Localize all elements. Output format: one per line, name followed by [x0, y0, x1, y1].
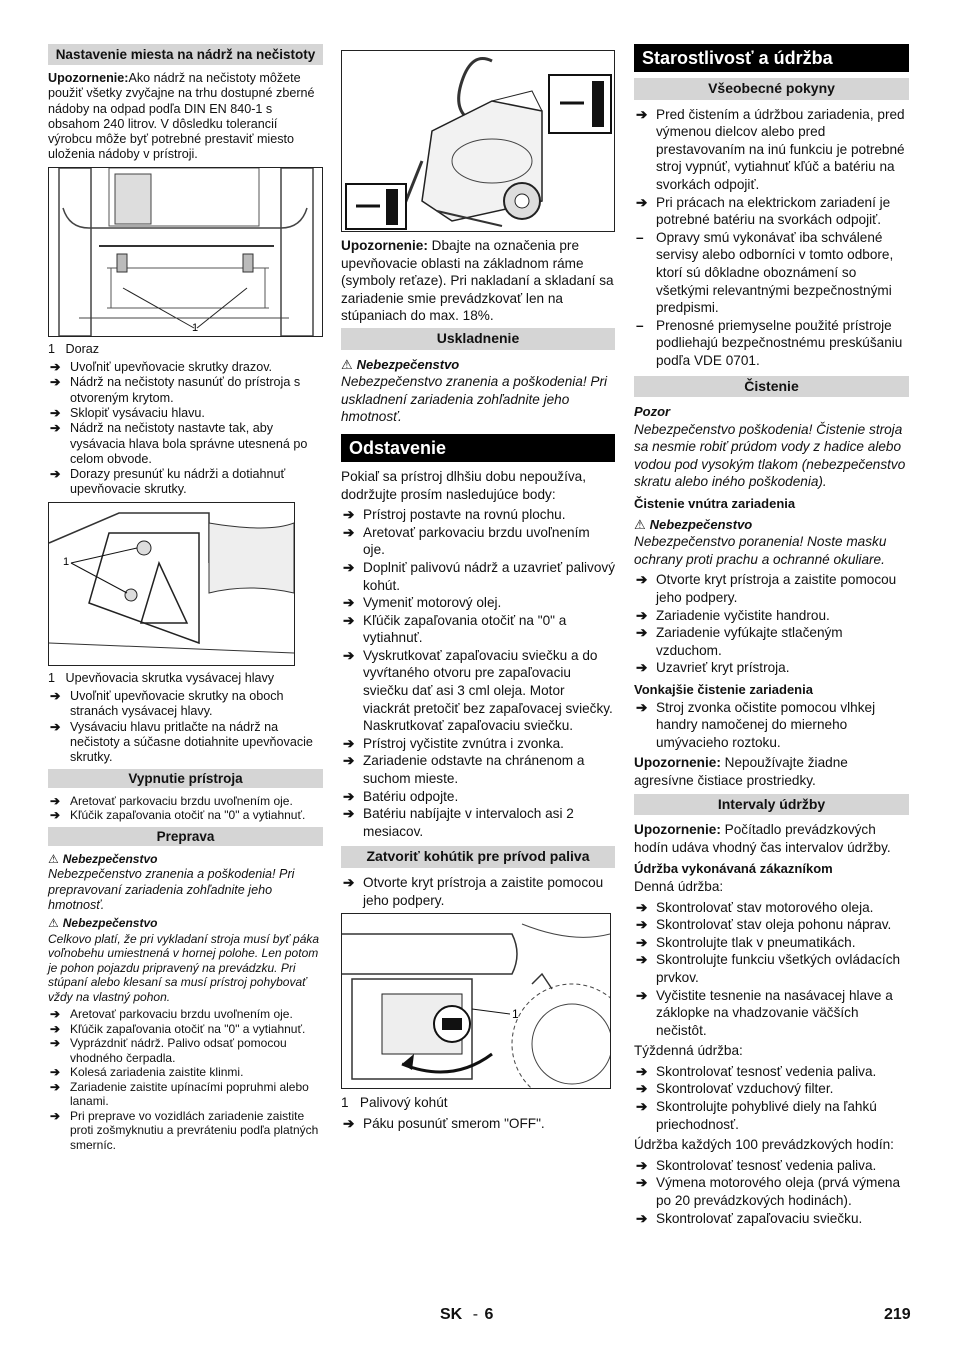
danger-text: Nebezpečenstvo poranenia! Noste masku ochrany proti prachu a ochranné okuliare.	[634, 534, 887, 567]
arrow-bullet-icon: ➔	[343, 524, 355, 540]
arrow-bullet-icon: ➔	[50, 1108, 61, 1123]
hours-label: Údržba každých 100 prevádzkových hodín:	[634, 1137, 894, 1153]
danger-label: ⚠ Nebezpečenstvo	[48, 852, 158, 867]
steps-list-zatvorit	[341, 874, 615, 909]
list-item: ➔ Aretovať parkovaciu brzdu uvoľnením oje.	[50, 1007, 293, 1022]
arrow-bullet-icon: ➔	[343, 507, 355, 523]
list-item: ➔ Skontrolujte pohyblivé diely na ľahkú priechodnosť.	[636, 1099, 877, 1132]
section-heading-starostlivost: Starostlivosť a údržba	[634, 44, 909, 72]
list-item: ➔ Páku posunúť smerom "OFF".	[343, 1115, 545, 1131]
arrow-bullet-icon: ➔	[50, 1079, 61, 1094]
arrow-bullet-icon: ➔	[343, 1115, 355, 1131]
column-middle	[341, 50, 615, 1135]
arrow-bullet-icon: ➔	[50, 719, 61, 734]
list-item: ➔ Batériu odpojte.	[343, 788, 459, 804]
arrow-bullet-icon: ➔	[343, 753, 355, 769]
list-item: ➔ Skontrolovať zapaľovaciu sviečku.	[636, 1210, 863, 1226]
general-list	[634, 106, 909, 370]
list-item: ➔ Vyprázdniť nádrž. Palivo odsať pomocou vhodného čerpadla.	[50, 1036, 287, 1065]
list-item: ➔ Vyskrutkovať zapaľovaciu sviečku a do vyvŕtaného otvoru pre zapaľovaciu sviečku dať asi 3 cml oleja. Motor viackrát pretočiť bez zapaľovacej sviečky. Naskrutkovať zapaľovaciu sviečku.	[343, 647, 613, 734]
arrow-bullet-icon: ➔	[636, 987, 648, 1003]
list-item: ➔ Stroj zvonka očistite pomocou vlhkej handry namočenej do mierneho umývacieho roztoku.	[636, 699, 876, 750]
arrow-bullet-icon: ➔	[636, 934, 648, 950]
section-heading-cistenie: Čistenie	[634, 376, 909, 398]
list-item: ➔ Zariadenie odstavte na chránenom a suchom mieste.	[343, 753, 585, 787]
caution-text: Nebezpečenstvo poškodenia! Čistenie stroja sa nesmie robiť prúdom vody z hadice alebo vodou pod vysokým tlakom (nebezpečenstvo skratu alebo iného poškodenia).	[634, 421, 906, 490]
section-heading-preprava: Preprava	[48, 827, 323, 846]
list-item: ➔ Vysávaciu hlavu pritlačte na nádrž na nečistoty a súčasne dotiahnite upevňovacie skrutky.	[50, 719, 313, 765]
warning-triangle-icon: ⚠	[48, 916, 59, 931]
caution-label: Pozor	[634, 404, 671, 420]
section-heading-vseobecne: Všeobecné pokyny	[634, 78, 909, 100]
danger-label: ⚠ Nebezpečenstvo	[48, 916, 158, 931]
hours-list	[634, 1157, 909, 1227]
note-text: Nepoužívajte žiadne agresívne čistiace prostriedky.	[634, 755, 848, 788]
danger-label: ⚠ Nebezpečenstvo	[634, 516, 753, 532]
arrow-bullet-icon: ➔	[50, 467, 61, 482]
arrow-bullet-icon: ➔	[636, 106, 648, 122]
list-item: ➔ Uvoľniť upevňovacie skrutky drazov.	[50, 360, 273, 375]
arrow-bullet-icon: ➔	[50, 808, 61, 823]
list-item: ➔ Kolesá zariadenia zaistite klinmi.	[50, 1065, 244, 1080]
list-item: ➔ Skontrolovať stav oleja pohonu náprav.	[636, 917, 892, 933]
figure-drawing	[49, 503, 294, 665]
figure-drawing	[49, 168, 322, 336]
list-item: ➔ Prístroj postavte na rovnú plochu.	[343, 507, 566, 523]
subheading-zakaznik: Údržba vykonávaná zákazníkom	[634, 861, 833, 877]
page-number: 219	[884, 1306, 911, 1323]
note-label: Upozornenie:	[341, 238, 428, 253]
arrow-bullet-icon: ➔	[636, 1157, 648, 1173]
section-heading-vypnutie: Vypnutie prístroja	[48, 769, 323, 788]
list-item: ➔ Aretovať parkovaciu brzdu uvoľnením oje.	[50, 793, 293, 808]
arrow-bullet-icon: ➔	[343, 595, 355, 611]
arrow-bullet-icon: ➔	[636, 194, 648, 210]
note-label: Upozornenie:	[634, 822, 721, 838]
danger-text: Nebezpečenstvo zranenia a poškodenia! Pri uskladnení zariadenia zohľadnite jeho hmotnosť.	[341, 374, 608, 425]
arrow-bullet-icon: ➔	[636, 572, 648, 588]
warning-triangle-icon: ⚠	[634, 516, 646, 532]
list-item: ➔ Vymeniť motorový olej.	[343, 595, 502, 611]
dash-bullet-icon: –	[636, 317, 644, 333]
list-item: ➔ Kľúčik zapaľovania otočiť na "0" a vytiahnuť.	[50, 1021, 306, 1036]
arrow-bullet-icon: ➔	[50, 1065, 61, 1080]
danger-label: ⚠ Nebezpečenstvo	[341, 356, 460, 372]
arrow-bullet-icon: ➔	[636, 1063, 648, 1079]
list-item: ➔ Uzavrieť kryt prístroja.	[636, 660, 790, 676]
figure-suction-head-screw	[48, 502, 295, 666]
list-item: ➔ Batériu nabíjajte v intervaloch asi 2 mesiacov.	[343, 806, 574, 839]
list-item: ➔ Pri prácach na elektrickom zariadení je potrebné batériu na svorkách odpojiť.	[636, 194, 891, 228]
subheading-vonkajsie: Vonkajšie čistenie zariadenia	[634, 682, 813, 697]
arrow-bullet-icon: ➔	[343, 806, 355, 822]
arrow-bullet-icon: ➔	[50, 1036, 61, 1051]
arrow-bullet-icon: ➔	[50, 360, 61, 375]
page-footer-local	[440, 1306, 493, 1324]
language-code: SK	[440, 1306, 463, 1323]
list-item: ➔ Dorazy presunúť ku nádrži a dotiahnuť upevňovacie skrutky.	[50, 467, 286, 497]
list-item: ➔ Pri preprave vo vozidlách zariadenie zaistite proti zošmyknutiu a prevráteniu podľa platných smerníc.	[50, 1108, 319, 1152]
arrow-bullet-icon: ➔	[636, 1175, 648, 1191]
list-item: ➔ Pred čistením a údržbou zariadenia, pred výmenou dielcov alebo pred prestavovaním na inú funkciu je potrebné stroj vypnúť, vytiahnuť kľúč a batériu na svorkách odpojiť.	[636, 106, 905, 192]
steps-list-4	[48, 1007, 323, 1152]
list-item: ➔ Uvoľniť upevňovacie skrutky na oboch stranách vysávacej hlavy.	[50, 689, 284, 719]
list-item: ➔ Zariadenie zaistite upínacími popruhmi alebo lanami.	[50, 1079, 309, 1109]
list-item: ➔ Doplniť palivovú nádrž a uzavrieť palivový kohút.	[343, 559, 615, 593]
section-heading-nastavenie: Nastavenie miesta na nádrž na nečistoty	[48, 44, 323, 65]
note-paragraph	[634, 821, 909, 856]
steps-list-1	[48, 360, 323, 498]
list-item: – Prenosné priemyselne použité prístroje podliehajú bezpečnostnému preskúšaniu podľa VDE 0701.	[636, 317, 903, 368]
figure-callout: 1	[512, 1007, 519, 1022]
column-left	[48, 44, 323, 1155]
warning-triangle-icon: ⚠	[48, 852, 59, 867]
arrow-bullet-icon: ➔	[50, 1007, 61, 1022]
note-paragraph	[48, 71, 323, 163]
arrow-bullet-icon: ➔	[343, 559, 355, 575]
steps-list-fuel	[341, 1115, 615, 1133]
steps-list-inside	[634, 571, 909, 677]
list-item: ➔ Otvorte kryt prístroja a zaistite pomocou jeho podpery.	[343, 875, 604, 908]
arrow-bullet-icon: ➔	[343, 612, 355, 628]
arrow-bullet-icon: ➔	[636, 952, 648, 968]
note-label: Upozornenie:	[48, 71, 129, 85]
list-item: ➔ Zariadenie vyčistite handrou.	[636, 607, 830, 623]
section-heading-odstavenie: Odstavenie	[341, 434, 615, 462]
note-paragraph	[341, 237, 615, 325]
list-item: ➔ Výmena motorového oleja (prvá výmena po 20 prevádzkových hodinách).	[636, 1175, 901, 1209]
section-heading-intervaly: Intervaly údržby	[634, 794, 909, 816]
figure-drawing	[342, 51, 614, 231]
note-label: Upozornenie:	[634, 755, 721, 771]
list-item: ➔ Skontrolovať stav motorového oleja.	[636, 899, 874, 915]
warning-triangle-icon: ⚠	[341, 356, 353, 372]
danger-text: Celkovo platí, že pri vykladaní stroja musí byť páka voľnobehu umiestnená v hornej polohe. Len potom je pohon pojazdu pripravený na prevádzku. Pri stúpaní alebo klesaní sa musí prístroj pohybovať vždy na vlastný pohon.	[48, 931, 320, 1004]
list-item: ➔ Skontrolovať vzduchový filter.	[636, 1081, 834, 1097]
arrow-bullet-icon: ➔	[50, 421, 61, 436]
list-item: ➔ Nádrž na nečistoty nastavte tak, aby vysávacia hlava bola správne utesnená po celom obvode.	[50, 421, 308, 466]
note-text: Dbajte na označenia pre upevňovacie oblasti na základnom ráme (symboly reťaze). Pri nakladaní a skladaní sa zariadenie smie prevádzkovať len na stúpaniach do max. 18%.	[341, 238, 614, 324]
daily-list	[634, 899, 909, 1040]
steps-list-outside	[634, 699, 909, 752]
list-item: ➔ Sklopiť vysávaciu hlavu.	[50, 405, 205, 420]
arrow-bullet-icon: ➔	[50, 375, 61, 390]
arrow-bullet-icon: ➔	[343, 735, 355, 751]
steps-list-3	[48, 794, 323, 823]
daily-label: Denná údržba:	[634, 878, 724, 894]
list-item: ➔ Kľúčik zapaľovania otočiť na "0" a vytiahnuť.	[50, 808, 306, 823]
note-text: Počítadlo prevádzkových hodín udáva vhodný čas intervalov údržby.	[634, 822, 891, 855]
steps-list-2	[48, 689, 323, 765]
list-item: ➔ Skontrolovať tesnosť vedenia paliva.	[636, 1157, 877, 1173]
arrow-bullet-icon: ➔	[636, 1099, 648, 1115]
list-item: – Opravy smú vykonávať iba schválené servisy alebo odborníci v tomto odbore, ktorí sú dôkladne oboznámení so všetkými relevantnými bezpečnostnými predpismi.	[636, 229, 894, 316]
section-heading-zatvorit: Zatvoriť kohútik pre prívod paliva	[341, 846, 615, 868]
odstavenie-intro: Pokiaľ sa prístroj dlhšiu dobu nepoužíva, dodržujte prosím nasledujúce body:	[341, 468, 587, 502]
note-text: Ako nádrž na nečistoty môžete použiť všetky zvyčajne na trhu dostupné zberné nádoby na odpad podľa DIN EN 840-1 s obsahom 240 litrov. V dôsledku tolerancií výrobcu môže byť potrebné prestaviť miesto uloženia nádoby v prístroji.	[48, 71, 315, 162]
steps-list-odstavenie	[341, 506, 615, 840]
subheading-vnutra: Čistenie vnútra zariadenia	[634, 496, 796, 512]
arrow-bullet-icon: ➔	[636, 625, 648, 641]
arrow-bullet-icon: ➔	[636, 1081, 648, 1097]
arrow-bullet-icon: ➔	[50, 405, 61, 420]
list-item: ➔ Skontrolovať tesnosť vedenia paliva.	[636, 1063, 877, 1079]
figure-callout: 1	[63, 555, 70, 568]
column-right	[634, 44, 909, 1230]
weekly-label: Týždenná údržba:	[634, 1043, 743, 1059]
danger-text: Nebezpečenstvo zranenia a poškodenia! Pri prepravovaní zariadenia zohľadnite jeho hmotnosť.	[48, 867, 295, 913]
arrow-bullet-icon: ➔	[636, 660, 648, 676]
note-paragraph	[634, 754, 909, 789]
figure-legend: 1 Doraz	[48, 341, 100, 356]
local-page-number: 6	[484, 1306, 494, 1323]
arrow-bullet-icon: ➔	[343, 647, 355, 663]
figure-dirt-tank-stops	[48, 167, 323, 337]
list-item: ➔ Aretovať parkovaciu brzdu uvoľnením oje.	[343, 524, 590, 558]
figure-fuel-valve	[341, 913, 611, 1089]
list-item: ➔ Zariadenie vyfúkajte stlačeným vzduchom.	[636, 625, 843, 658]
arrow-bullet-icon: ➔	[636, 917, 648, 933]
list-item: ➔ Skontrolujte funkciu všetkých ovládacích prvkov.	[636, 952, 901, 985]
arrow-bullet-icon: ➔	[50, 793, 61, 808]
list-item: ➔ Nádrž na nečistoty nasunúť do prístroja s otvoreným krytom.	[50, 375, 301, 405]
list-item: ➔ Prístroj vyčistite zvnútra i zvonka.	[343, 735, 564, 751]
dash-bullet-icon: –	[636, 229, 644, 245]
list-item: ➔ Vyčistite tesnenie na nasávacej hlave a záklopke na vhadzovanie väčších nečistôt.	[636, 987, 893, 1038]
figure-legend: 1 Palivový kohút	[341, 1095, 448, 1111]
section-heading-uskladnenie: Uskladnenie	[341, 328, 615, 350]
arrow-bullet-icon: ➔	[636, 899, 648, 915]
arrow-bullet-icon: ➔	[343, 875, 355, 890]
arrow-bullet-icon: ➔	[636, 607, 648, 623]
list-item: ➔ Kľúčik zapaľovania otočiť na "0" a vytiahnuť.	[343, 612, 567, 646]
arrow-bullet-icon: ➔	[636, 699, 648, 715]
arrow-bullet-icon: ➔	[343, 788, 355, 804]
figure-callout: 1	[192, 321, 199, 334]
figure-legend: 1 Upevňovacia skrutka vysávacej hlavy	[48, 670, 275, 685]
footer-separator: -	[472, 1306, 479, 1323]
figure-chain-symbols	[341, 50, 615, 232]
list-item: ➔ Skontrolujte tlak v pneumatikách.	[636, 934, 856, 950]
weekly-list	[634, 1063, 909, 1133]
list-item: ➔ Otvorte kryt prístroja a zaistite pomocou jeho podpery.	[636, 572, 897, 606]
arrow-bullet-icon: ➔	[50, 689, 61, 704]
arrow-bullet-icon: ➔	[50, 1021, 61, 1036]
figure-drawing	[342, 914, 610, 1088]
arrow-bullet-icon: ➔	[636, 1210, 648, 1226]
